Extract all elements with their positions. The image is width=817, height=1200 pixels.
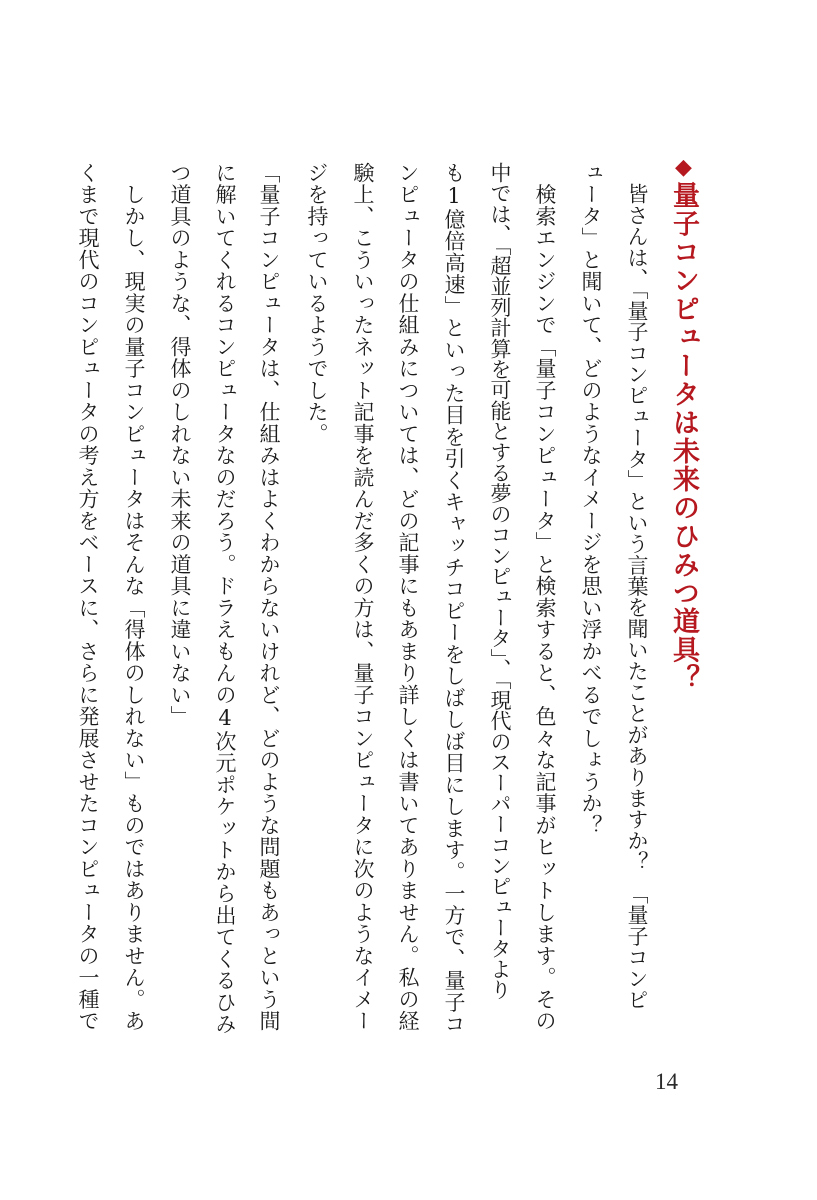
section-heading-title: 量子コンピュータは未来のひみつ道具？ xyxy=(668,181,699,693)
page-number: 14 xyxy=(655,1069,678,1094)
text-column: に解いてくれるコンピュータなのだろう。ドラえもんの4次元ポケットから出てくるひみ xyxy=(213,162,237,1035)
text-column: ジを持っているようでした。 xyxy=(305,162,329,445)
text-column: つ道具のような、得体のしれない未来の道具に違いない」 xyxy=(168,162,192,728)
text-column: 中では、「超並列計算を可能とする夢のコンピュータ」、「現代のスーパーコンピュータより xyxy=(488,162,512,1000)
text-column: 「量子コンピュータは、仕組みはよくわからないけれど、どのような問題もあっという間 xyxy=(257,162,281,1032)
text-column: 験上、こういったネット記事を読んだ多くの方は、量子コンピュータに次のようなイメー xyxy=(351,162,375,1032)
text-column: も1億倍高速」といった目を引くキャッチコピーをしばしば目にします。一方で、量子コ xyxy=(442,162,466,1035)
section-heading xyxy=(666,155,700,725)
text-column: 皆さんは、「量子コンピュータ」という言葉を聞いたことがありますか？ 「量子コンピ xyxy=(625,162,649,1011)
text-column: 検索エンジンで「量子コンピュータ」と検索すると、色々な記事がヒットします。その xyxy=(533,162,557,1032)
text-column: ンピュータの仕組みについては、どの記事にもあまり詳しくは書いてありません。私の経 xyxy=(396,162,420,1032)
diamond-marker-icon: ◆ xyxy=(671,155,696,182)
text-column: くまで現代のコンピュータの考え方をベースに、さらに発展させたコンピュータの一種で xyxy=(76,162,100,1032)
text-column: ュータ」と聞いて、どのようなイメージを思い浮かべるでしょうか？ xyxy=(579,162,603,837)
text-column: しかし、現実の量子コンピュータはそんな「得体のしれない」ものではありません。あ xyxy=(122,162,146,1032)
